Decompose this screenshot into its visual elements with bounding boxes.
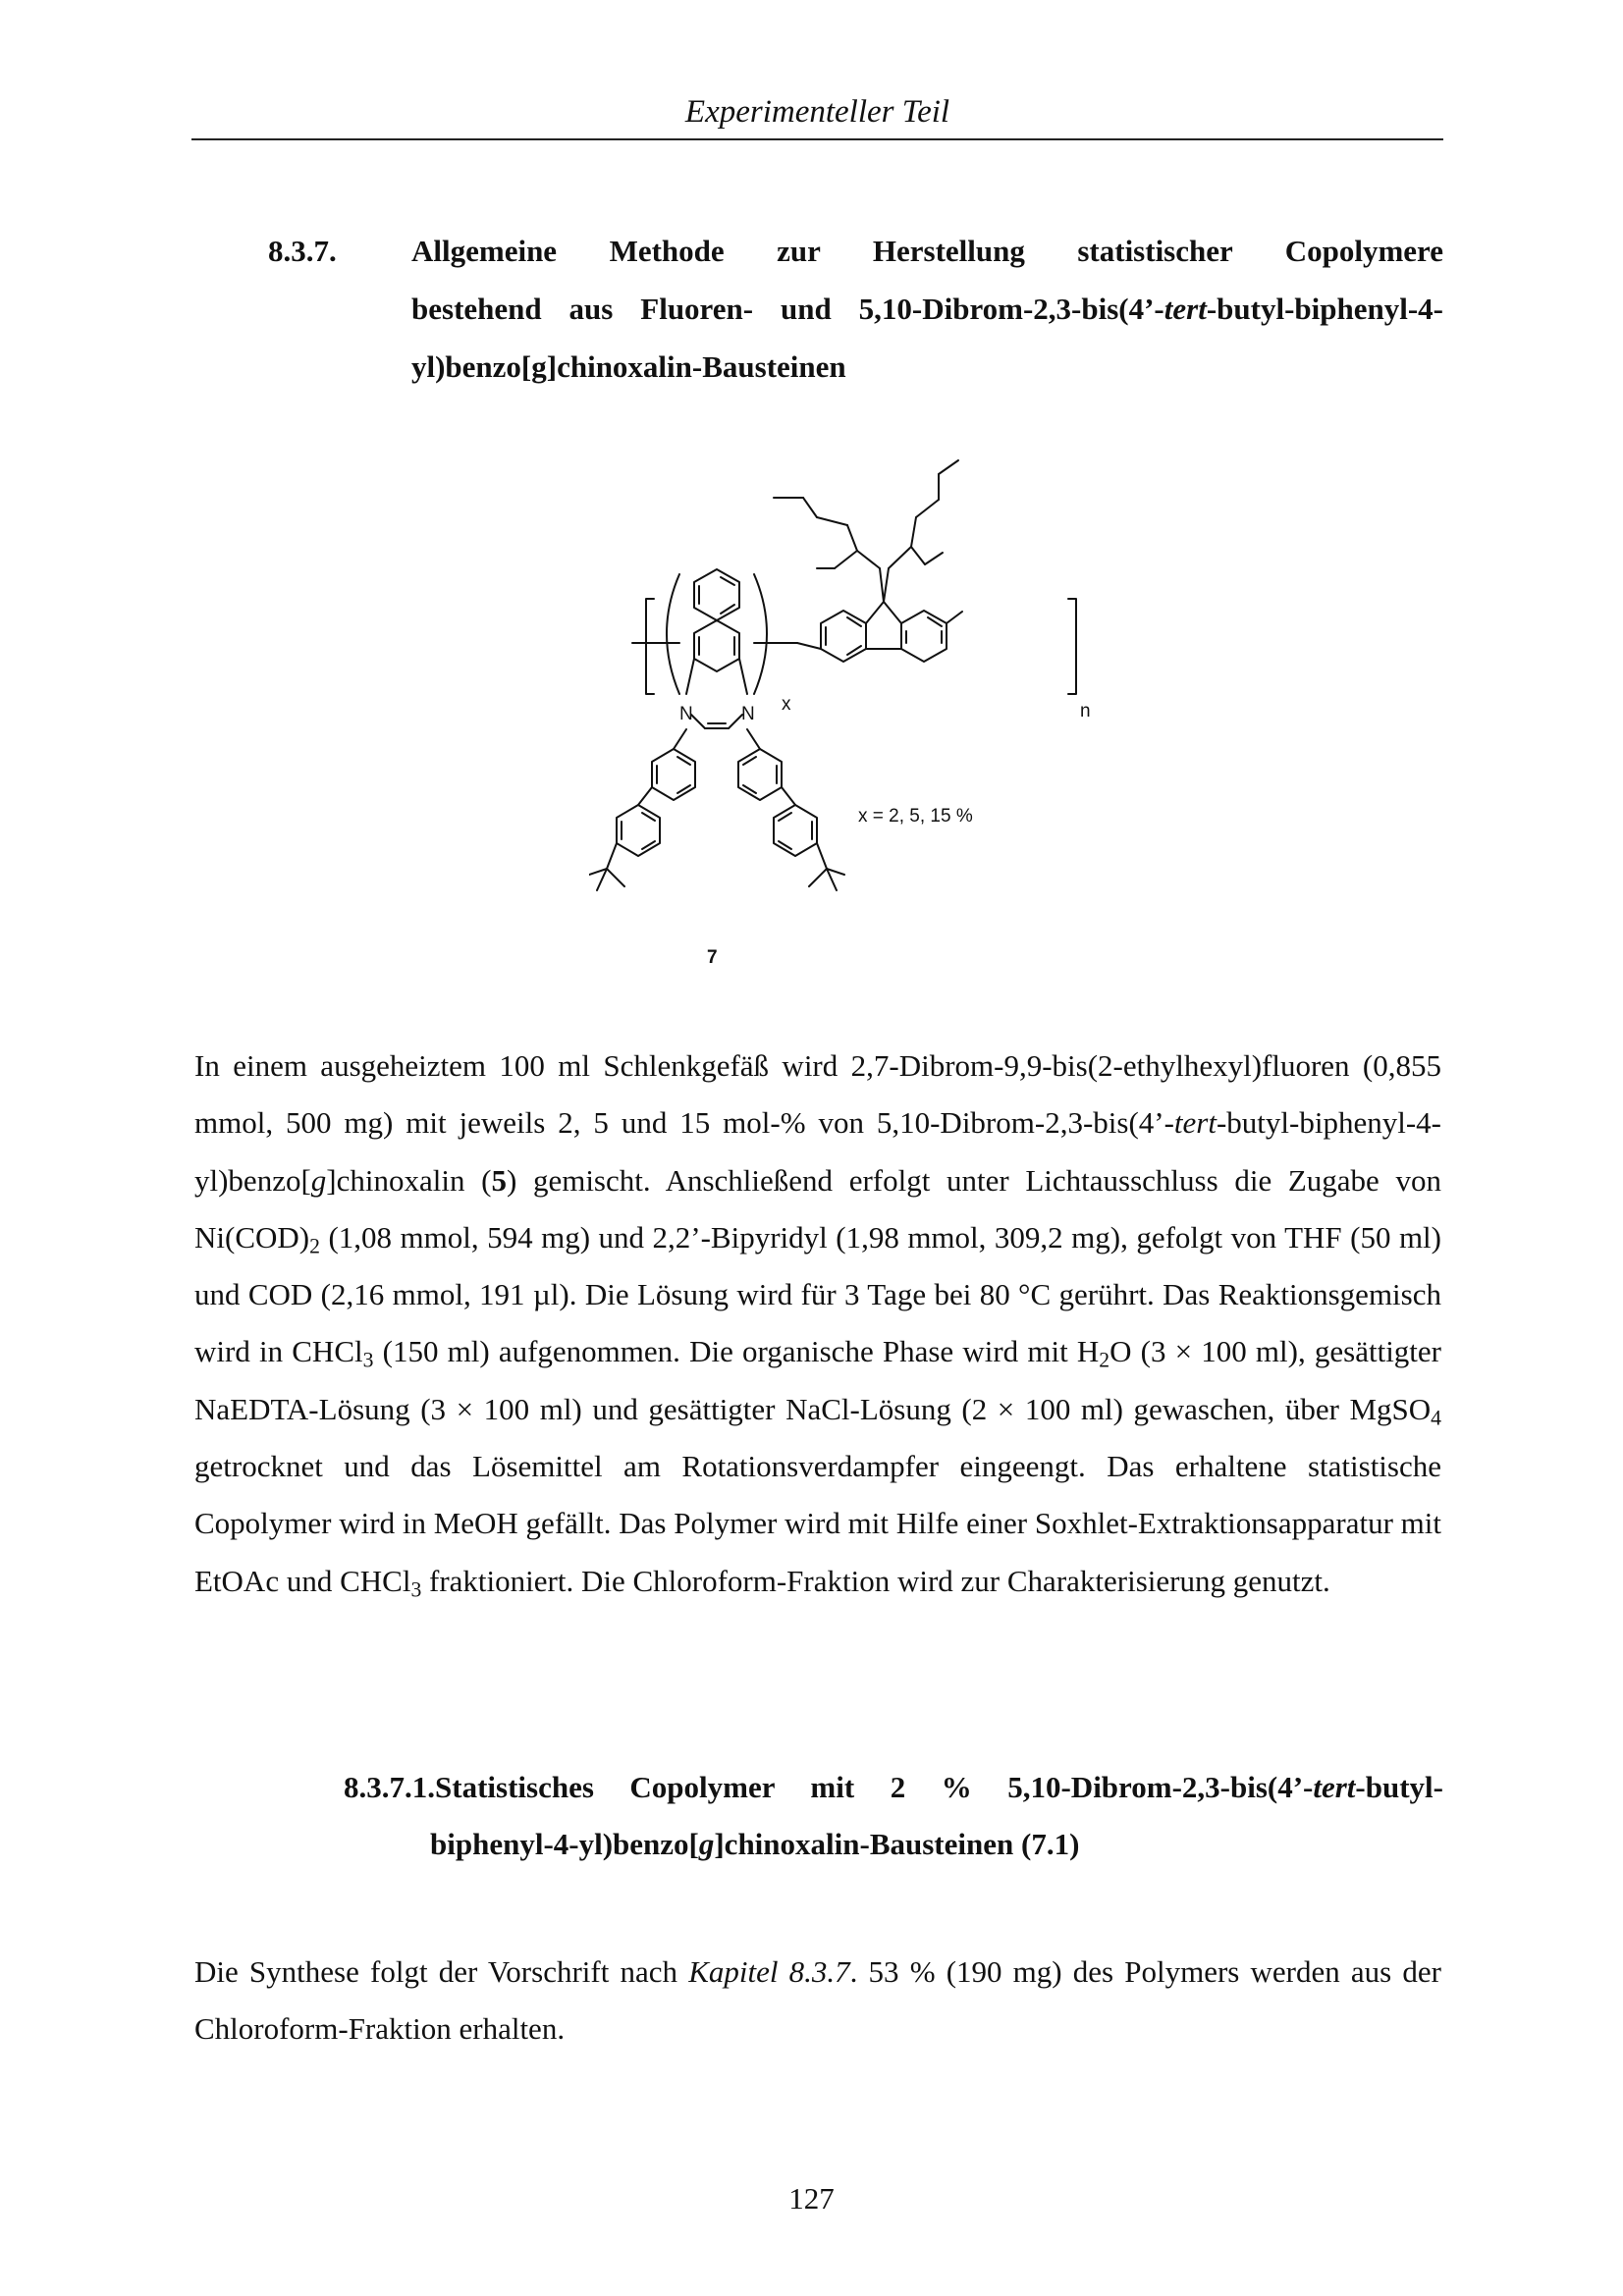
subsection-title-line-2: biphenyl-4-yl)benzo[g]chinoxalin-Bausteinen (7.1) — [430, 1827, 1080, 1861]
subsection-title-line-1: Statistisches Copolymer mit 2 % 5,10-Dibrom-2,3-bis(4’-tert-butyl- — [435, 1770, 1443, 1804]
pyrazine-ring — [694, 659, 739, 697]
subsection-heading — [344, 1759, 1443, 1873]
compound-number: 7 — [707, 947, 718, 968]
result-paragraph: Die Synthese folgt der Vorschrift nach Kapitel 8.3.7. 53 % (190 mg) des Polymers werden aus der Chloroform-Fraktion erhalten. — [194, 1954, 1441, 2046]
section-title-line-1: Allgemeine Methode zur Herstellung statistischer Copolymere — [411, 234, 1443, 268]
phenyl-right-1 — [738, 749, 782, 800]
fluorene-ring-left — [821, 611, 866, 662]
section-title-line-2: bestehend aus Fluoren- und 5,10-Dibrom-2,3-bis(4’-tert-butyl-biphenyl-4- — [411, 292, 1443, 326]
section-heading — [268, 222, 1443, 396]
subsection-number: 8.3.7.1. — [344, 1770, 435, 1804]
chemical-structure — [589, 437, 1139, 982]
procedure-paragraph: In einem ausgeheiztem 100 ml Schlenkgefäß wird 2,7-Dibrom-9,9-bis(2-ethylhexyl)fluoren (0,855 mmol, 500 mg) mit jeweils 2, 5 und 15 mol-% von 5,10-Dibrom-2,3-bis(4’-tert-butyl-biphenyl-4-yl)benzo[g]chinoxalin (5) gemischt. Anschließend erfolgt unter Lichtausschluss die Zugabe von $Ni(COD)_2$ (1,08 mmol, 594 mg) und 2,2’-Bipyridyl (1,98 mmol, 309,2 mg), gefolgt von THF (50 ml) und COD (2,16 mmol, 191 µl). Die Lösung wird für 3 Tage bei 80 °C gerührt. Das Reaktionsgemisch wird in CHCl$_3$ (150 ml) aufgenommen. Die organische Phase wird mit $H_2O$ (3 × 100 ml), gesättigter NaEDTA-Lösung (3 × 100 ml) und gesättigter NaCl-Lösung (2 × 100 ml) gewaschen, über MgSO$_4$ getrocknet und das Lösemittel am Rotationsverdampfer eingeengt. Das erhaltene statistische Copolymer wird in MeOH gefällt. Das Polymer wird mit Hilfe einer Soxhlet-Extraktionsapparatur mit EtOAc und CHCl$_3$ fraktioniert. Die Chloroform-Fraktion wird zur Charakterisierung genutzt. — [194, 1048, 1441, 1602]
phenyl-left-2 — [617, 805, 660, 856]
phenyl-left-1 — [652, 749, 695, 800]
subscript-x: x — [782, 694, 791, 715]
running-header: Experimenteller Teil — [684, 94, 950, 130]
subscript-n: n — [1080, 701, 1091, 721]
benzo-ring-middle — [694, 620, 739, 671]
phenyl-right-2 — [774, 805, 817, 856]
page-number: 127 — [788, 2181, 835, 2216]
atom-n-left: N — [679, 704, 693, 724]
fluorene-ring-right — [901, 611, 947, 662]
section-number: 8.3.7. — [268, 234, 337, 268]
atom-n-right: N — [741, 704, 755, 724]
subsection-title — [430, 1759, 1443, 1873]
header-rule — [191, 138, 1443, 140]
section-title-line-3: yl)benzo[g]chinoxalin-Bausteinen — [411, 349, 846, 384]
composition-label: x = 2, 5, 15 % — [858, 806, 973, 827]
section-title — [340, 222, 1443, 396]
benzo-ring-top — [694, 569, 739, 620]
